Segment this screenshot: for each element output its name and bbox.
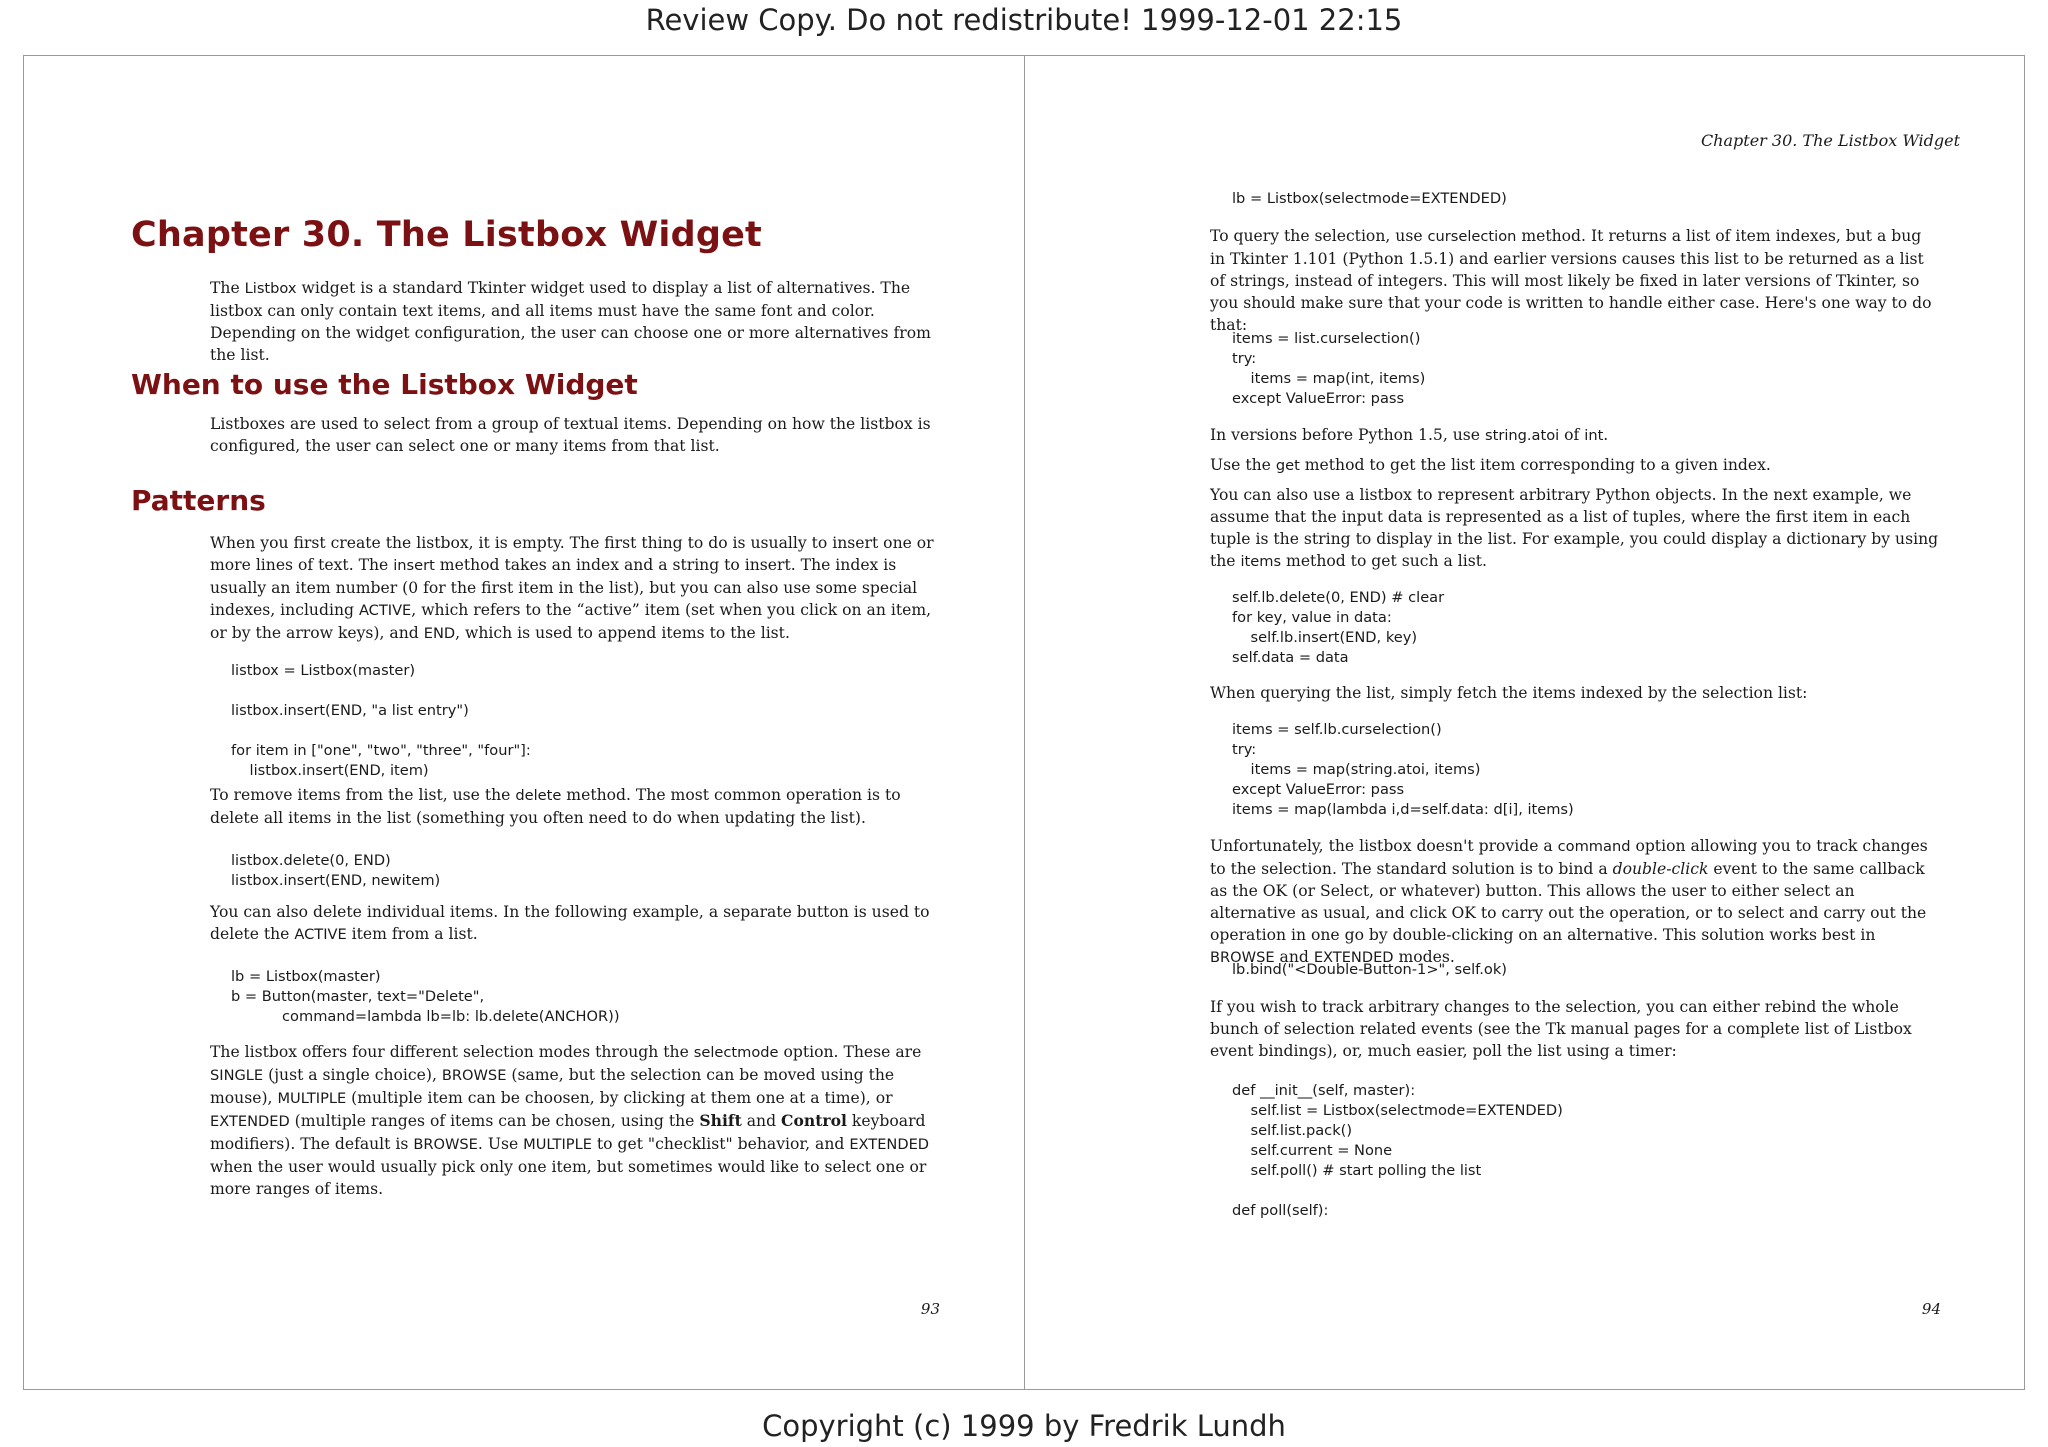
code-block-curselection: items = list.curselection() try: items = map(int, items) except ValueError: pass — [1232, 330, 1426, 407]
code-block-data: self.lb.delete(0, END) # clear for key, value in data: self.lb.insert(END, key) self.data = data — [1232, 589, 1445, 666]
curselection-text: To query the selection, use curselection method. It returns a list of item indexes, but a bug in Tkinter 1.101 (Python 1.5.1) and earlier versions causes this list to be returned as a list of strings, instead of integers. This will most likely be fixed in later versions of Tkinter, so you should make sure that your code is written to handle either case. Here's one way to do that: — [1210, 227, 1932, 334]
patterns-paragraph-3 — [210, 901, 940, 946]
inline-code: END — [423, 625, 456, 642]
code-block-bind: lb.bind("<Double-Button-1>", self.ok) — [1232, 961, 1507, 978]
inline-code: delete — [515, 787, 562, 804]
bold-term: Shift — [699, 1111, 742, 1130]
inline-code: SINGLE — [210, 1067, 264, 1084]
inline-code: curselection — [1427, 228, 1517, 245]
inline-code: ACTIVE — [358, 602, 412, 619]
section-heading-patterns: Patterns — [131, 484, 266, 517]
atoi-text: In versions before Python 1.5, use string.atoi of int. — [1210, 426, 1609, 444]
when-paragraph — [210, 413, 940, 457]
querying-paragraph — [1210, 682, 1940, 704]
inline-code: get — [1275, 457, 1300, 474]
atoi-paragraph — [1210, 424, 1940, 447]
polling-text: If you wish to track arbitrary changes to the selection, you can either rebind the whole bunch of selection related events (see the Tk manual pages for a complete list of Listbox event bindings), or, much easier, poll the list using a timer: — [1210, 998, 1912, 1060]
objects-paragraph — [1210, 484, 1940, 573]
code-block-button: lb = Listbox(master) b = Button(master, text="Delete", command=lambda lb=lb: lb.delete(ANCHOR)) — [231, 968, 620, 1025]
italic-term: double-click — [1612, 860, 1709, 878]
code-block-map: items = self.lb.curselection() try: items = map(string.atoi, items) except ValueError: pass items = map(lambda i,d=self.data: d[i], items) — [1232, 721, 1574, 818]
inline-code: command — [1557, 838, 1631, 855]
inline-code: MULTIPLE — [523, 1136, 592, 1153]
code-block-insert: listbox = Listbox(master) listbox.insert(END, "a list entry") for item in ["one", "two", "three", "four"]: listbox.insert(END, item) — [231, 662, 531, 779]
objects-text: You can also use a listbox to represent arbitrary Python objects. In the next example, we assume that the input data is represented as a list of tuples, where the first item in each tuple is the string to display in the list. For example, you could display a dictionary by using the items method to get such a list. — [1210, 486, 1939, 570]
double-click-paragraph — [1210, 835, 1940, 969]
get-paragraph — [1210, 454, 1940, 477]
code-block-delete: listbox.delete(0, END) listbox.insert(END, newitem) — [231, 852, 441, 889]
inline-code: int — [1584, 427, 1604, 444]
inline-code: EXTENDED — [849, 1136, 930, 1153]
inline-code: selectmode — [693, 1044, 779, 1061]
curselection-paragraph — [1210, 225, 1940, 336]
patterns-paragraph-1 — [210, 532, 940, 645]
inline-code: insert — [393, 557, 435, 574]
right-page — [1025, 55, 2024, 1390]
polling-paragraph — [1210, 996, 1940, 1062]
inline-code: string.atoi — [1485, 427, 1560, 444]
inline-code: MULTIPLE — [277, 1090, 347, 1107]
when-text: Listboxes are used to select from a group of textual items. Depending on how the listbox is configured, the user can select one or many items from that list. — [210, 415, 931, 455]
chapter-title: Chapter 30. The Listbox Widget — [131, 215, 762, 255]
inline-code: EXTENDED — [210, 1113, 290, 1130]
inline-code: BROWSE — [413, 1136, 478, 1153]
patterns-paragraph-2 — [210, 784, 940, 829]
section-heading-when: When to use the Listbox Widget — [131, 368, 638, 401]
running-head: Chapter 30. The Listbox Widget — [1700, 131, 1960, 150]
patterns-text-1: When you first create the listbox, it is empty. The first thing to do is usually to insert one or more lines of text. The insert method takes an index and a string to insert. The index is usually an item number (0 for the first item in the list), but you can also use some special indexes, including ACTIVE, which refers to the “active” item (set when you click on an item, or by the arrow keys), and END, which is used to append items to the list. — [210, 534, 934, 642]
page-number-right: 94 — [1921, 1300, 1941, 1318]
patterns-paragraph-4 — [210, 1041, 940, 1200]
querying-text: When querying the list, simply fetch the items indexed by the selection list: — [1210, 684, 1808, 702]
inline-code: Listbox — [244, 280, 297, 297]
patterns-text-3: You can also delete individual items. In the following example, a separate button is used to delete the ACTIVE item from a list. — [210, 903, 930, 943]
copyright-banner: Copyright (c) 1999 by Fredrik Lundh — [762, 1409, 1286, 1443]
inline-code: BROWSE — [1210, 949, 1275, 966]
code-block-selectmode: lb = Listbox(selectmode=EXTENDED) — [1232, 190, 1507, 207]
double-click-text: Unfortunately, the listbox doesn't provide a command option allowing you to track changes to the selection. The standard solution is to bind a double-click event to the same callback as the OK (or Select, or whatever) button. This allows the user to either select an alternative as usual, and click OK to carry out the operation, or to select and carry out the operation in one go by double-clicking on an alternative. This solution works best in BROWSE and EXTENDED modes. — [1210, 837, 1928, 966]
patterns-text-2: To remove items from the list, use the delete method. The most common operation is to delete all items in the list (something you often need to do when updating the list). — [210, 786, 901, 827]
intro-paragraph — [210, 277, 940, 366]
intro-text: The Listbox widget is a standard Tkinter widget used to display a list of alternatives. The listbox can only contain text items, and all items must have the same font and color. Depending on the widget configuration, the user can choose one or more alternatives from the list. — [210, 279, 931, 364]
patterns-text-4: The listbox offers four different selection modes through the selectmode option. These are SINGLE (just a single choice), BROWSE (same, but the selection can be moved using the mouse), MULTIPLE (multiple item can be choosen, by clicking at them one at a time), or EXTENDED (multiple ranges of items can be chosen, using the Shift and Control keyboard modifiers). The default is BROWSE. Use MULTIPLE to get "checklist" behavior, and EXTENDED when the user would usually pick only one item, but sometimes would like to select one or more ranges of items. — [210, 1043, 930, 1198]
page-number-left: 93 — [920, 1300, 940, 1318]
inline-code: ACTIVE — [294, 926, 347, 943]
inline-code: items — [1240, 553, 1282, 570]
bold-term: Control — [781, 1111, 847, 1130]
review-copy-banner: Review Copy. Do not redistribute! 1999-12-01 22:15 — [645, 3, 1403, 37]
inline-code: BROWSE — [441, 1067, 507, 1084]
code-block-poll: def __init__(self, master): self.list = Listbox(selectmode=EXTENDED) self.list.pack() self.current = None self.poll() # start polling the list def poll(self): — [1232, 1082, 1563, 1219]
left-page — [24, 55, 1024, 1390]
inline-code: EXTENDED — [1313, 949, 1394, 966]
get-text: Use the get method to get the list item corresponding to a given index. — [1210, 456, 1771, 474]
